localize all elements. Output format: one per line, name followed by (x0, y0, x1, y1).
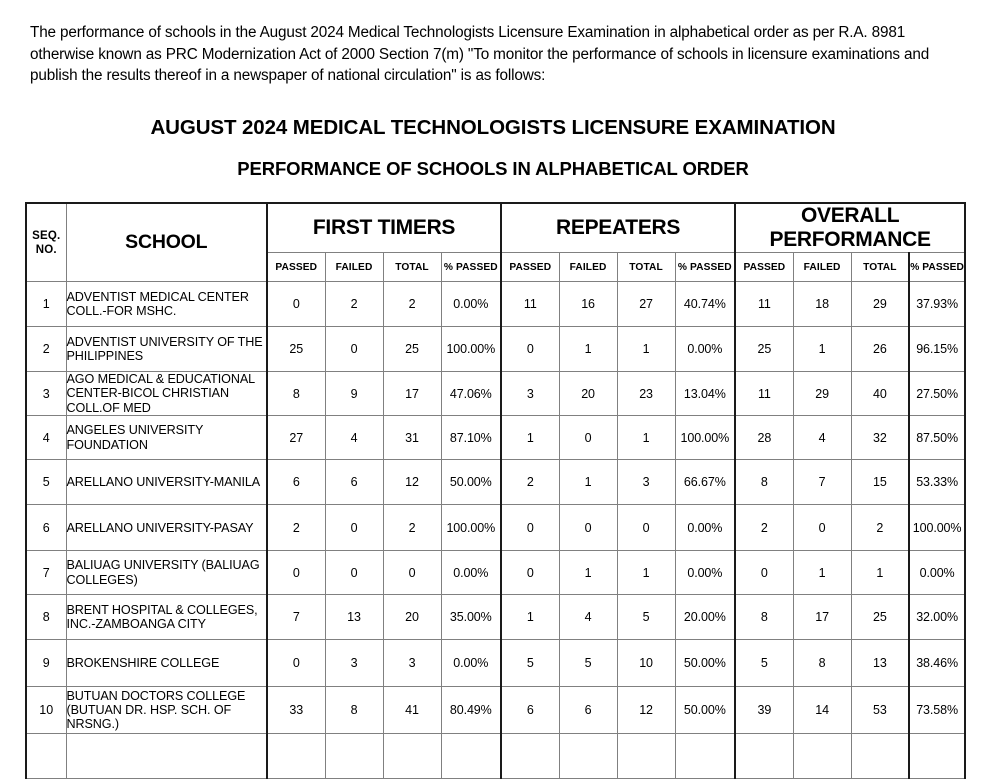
header-school: SCHOOL (66, 203, 267, 282)
header-group-first-timers: FIRST TIMERS (267, 203, 501, 253)
cell-ov-failed: 17 (793, 595, 851, 640)
header-ov-failed: FAILED (793, 253, 851, 282)
table-cell (735, 734, 793, 779)
header-ft-failed: FAILED (325, 253, 383, 282)
cell-seq-no: 5 (26, 460, 66, 505)
cell-rp-passed: 5 (501, 640, 559, 687)
table-row[interactable] (26, 640, 965, 687)
table-row[interactable] (26, 505, 965, 551)
header-group-repeaters: REPEATERS (501, 203, 735, 253)
table-row[interactable] (26, 734, 965, 779)
table-cell (793, 734, 851, 779)
cell-seq-no: 8 (26, 595, 66, 640)
cell-rp-failed: 0 (559, 416, 617, 460)
cell-ft-pct: 0.00% (441, 640, 501, 687)
header-ov-pct: % PASSED (909, 253, 965, 282)
cell-ft-passed: 8 (267, 372, 325, 416)
cell-rp-passed: 2 (501, 460, 559, 505)
cell-ft-failed: 9 (325, 372, 383, 416)
table-cell (675, 734, 735, 779)
header-rp-failed: FAILED (559, 253, 617, 282)
cell-rp-pct: 40.74% (675, 282, 735, 327)
table-row[interactable] (26, 282, 965, 327)
cell-ft-pct: 80.49% (441, 687, 501, 734)
cell-ft-passed: 25 (267, 327, 325, 372)
table-cell (617, 734, 675, 779)
cell-seq-no: 1 (26, 282, 66, 327)
cell-ov-total: 29 (851, 282, 909, 327)
cell-ft-failed: 4 (325, 416, 383, 460)
cell-rp-passed: 11 (501, 282, 559, 327)
cell-rp-failed: 20 (559, 372, 617, 416)
cell-ft-failed: 13 (325, 595, 383, 640)
cell-ov-failed: 29 (793, 372, 851, 416)
table-row[interactable] (26, 460, 965, 505)
cell-rp-pct: 0.00% (675, 505, 735, 551)
cell-ov-passed: 11 (735, 372, 793, 416)
cell-ov-total: 13 (851, 640, 909, 687)
cell-ov-failed: 1 (793, 551, 851, 595)
cell-ft-pct: 35.00% (441, 595, 501, 640)
cell-rp-passed: 1 (501, 595, 559, 640)
cell-ft-failed: 8 (325, 687, 383, 734)
table-cell (501, 734, 559, 779)
cell-ov-passed: 0 (735, 551, 793, 595)
cell-school-name: AGO MEDICAL & EDUCATIONAL CENTER-BICOL CHRISTIAN COLL.OF MED (66, 372, 267, 416)
cell-school-name: ADVENTIST MEDICAL CENTER COLL.-FOR MSHC. (66, 282, 267, 327)
header-seq-no-line2: NO. (35, 243, 57, 256)
header-rp-pct: % PASSED (675, 253, 735, 282)
cell-rp-total: 23 (617, 372, 675, 416)
cell-ov-failed: 18 (793, 282, 851, 327)
table-row[interactable] (26, 595, 965, 640)
cell-ft-pct: 87.10% (441, 416, 501, 460)
cell-ft-failed: 0 (325, 551, 383, 595)
cell-ft-total: 12 (383, 460, 441, 505)
cell-rp-passed: 0 (501, 505, 559, 551)
cell-school-name: BALIUAG UNIVERSITY (BALIUAG COLLEGES) (66, 551, 267, 595)
cell-ov-failed: 0 (793, 505, 851, 551)
cell-rp-pct: 50.00% (675, 640, 735, 687)
cell-school-name: BRENT HOSPITAL & COLLEGES, INC.-ZAMBOANGA CITY (66, 595, 267, 640)
cell-seq-no: 3 (26, 372, 66, 416)
cell-rp-passed: 6 (501, 687, 559, 734)
header-ft-pct: % PASSED (441, 253, 501, 282)
header-ov-total: TOTAL (851, 253, 909, 282)
cell-ft-passed: 0 (267, 551, 325, 595)
cell-ov-pct: 0.00% (909, 551, 965, 595)
intro-paragraph: The performance of schools in the August 2024 Medical Technologists Licensure Examination in alphabetical order as per R.A. 8981 otherwise known as PRC Modernization Act of 2000 Section 7(m) "To monitor the performance of schools in licensure examinations and publish the results thereof in a newspaper of national circulation" is as follows: (30, 24, 930, 84)
cell-ft-total: 2 (383, 282, 441, 327)
cell-ov-pct: 53.33% (909, 460, 965, 505)
cell-rp-passed: 1 (501, 416, 559, 460)
header-rp-passed: PASSED (501, 253, 559, 282)
cell-ov-total: 15 (851, 460, 909, 505)
cell-ft-passed: 27 (267, 416, 325, 460)
header-rp-total: TOTAL (617, 253, 675, 282)
cell-rp-pct: 100.00% (675, 416, 735, 460)
header-group-row (26, 203, 965, 253)
table-cell (325, 734, 383, 779)
cell-school-name: ARELLANO UNIVERSITY-PASAY (66, 505, 267, 551)
cell-ft-pct: 0.00% (441, 551, 501, 595)
cell-ov-total: 32 (851, 416, 909, 460)
cell-ft-total: 31 (383, 416, 441, 460)
cell-ft-failed: 0 (325, 327, 383, 372)
cell-ov-failed: 4 (793, 416, 851, 460)
cell-seq-no: 9 (26, 640, 66, 687)
cell-ov-total: 26 (851, 327, 909, 372)
cell-rp-failed: 16 (559, 282, 617, 327)
cell-rp-failed: 1 (559, 327, 617, 372)
header-ov-passed: PASSED (735, 253, 793, 282)
table-cell (851, 734, 909, 779)
header-group-overall: OVERALL PERFORMANCE (735, 203, 965, 253)
cell-ov-pct: 27.50% (909, 372, 965, 416)
performance-table-container (25, 202, 964, 779)
cell-school-name: BROKENSHIRE COLLEGE (66, 640, 267, 687)
cell-ov-passed: 5 (735, 640, 793, 687)
cell-rp-total: 1 (617, 551, 675, 595)
cell-school-name: BUTUAN DOCTORS COLLEGE (BUTUAN DR. HSP. SCH. OF NRSNG.) (66, 687, 267, 734)
cell-rp-total: 10 (617, 640, 675, 687)
cell-rp-total: 5 (617, 595, 675, 640)
cell-ft-passed: 7 (267, 595, 325, 640)
cell-ft-total: 41 (383, 687, 441, 734)
cell-rp-failed: 5 (559, 640, 617, 687)
cell-ft-pct: 100.00% (441, 505, 501, 551)
cell-ov-pct: 100.00% (909, 505, 965, 551)
table-cell (26, 734, 66, 779)
cell-ft-passed: 0 (267, 282, 325, 327)
cell-rp-total: 12 (617, 687, 675, 734)
cell-rp-passed: 0 (501, 551, 559, 595)
cell-seq-no: 2 (26, 327, 66, 372)
cell-rp-failed: 0 (559, 505, 617, 551)
cell-rp-pct: 13.04% (675, 372, 735, 416)
cell-rp-passed: 3 (501, 372, 559, 416)
cell-ov-failed: 8 (793, 640, 851, 687)
cell-ft-total: 3 (383, 640, 441, 687)
table-cell (267, 734, 325, 779)
cell-rp-pct: 0.00% (675, 551, 735, 595)
table-row[interactable] (26, 372, 965, 416)
page-subtitle: PERFORMANCE OF SCHOOLS IN ALPHABETICAL ORDER (237, 158, 749, 179)
cell-ft-failed: 6 (325, 460, 383, 505)
cell-ov-passed: 11 (735, 282, 793, 327)
table-cell (441, 734, 501, 779)
table-row[interactable] (26, 687, 965, 734)
cell-rp-passed: 0 (501, 327, 559, 372)
cell-rp-total: 0 (617, 505, 675, 551)
cell-ov-pct: 87.50% (909, 416, 965, 460)
table-header (26, 203, 965, 282)
table-cell (909, 734, 965, 779)
cell-ft-passed: 0 (267, 640, 325, 687)
cell-ov-pct: 37.93% (909, 282, 965, 327)
performance-table (25, 202, 966, 779)
table-row[interactable] (26, 551, 965, 595)
cell-rp-pct: 50.00% (675, 687, 735, 734)
cell-ov-total: 40 (851, 372, 909, 416)
cell-ov-total: 2 (851, 505, 909, 551)
cell-rp-failed: 6 (559, 687, 617, 734)
cell-ov-total: 25 (851, 595, 909, 640)
cell-seq-no: 6 (26, 505, 66, 551)
cell-rp-failed: 4 (559, 595, 617, 640)
cell-rp-failed: 1 (559, 460, 617, 505)
cell-school-name: ANGELES UNIVERSITY FOUNDATION (66, 416, 267, 460)
cell-school-name: ADVENTIST UNIVERSITY OF THE PHILIPPINES (66, 327, 267, 372)
cell-ft-pct: 0.00% (441, 282, 501, 327)
cell-rp-total: 27 (617, 282, 675, 327)
cell-ov-passed: 2 (735, 505, 793, 551)
cell-ov-passed: 8 (735, 460, 793, 505)
cell-ft-passed: 33 (267, 687, 325, 734)
header-ft-total: TOTAL (383, 253, 441, 282)
cell-ov-pct: 32.00% (909, 595, 965, 640)
cell-ov-pct: 38.46% (909, 640, 965, 687)
header-seq-no-line1: SEQ. (32, 229, 61, 242)
header-seq-no (26, 203, 66, 282)
cell-ft-passed: 6 (267, 460, 325, 505)
cell-ft-total: 0 (383, 551, 441, 595)
cell-school-name: ARELLANO UNIVERSITY-MANILA (66, 460, 267, 505)
cell-ft-total: 25 (383, 327, 441, 372)
cell-ov-passed: 39 (735, 687, 793, 734)
table-row[interactable] (26, 416, 965, 460)
cell-ft-pct: 47.06% (441, 372, 501, 416)
cell-seq-no: 4 (26, 416, 66, 460)
table-cell (66, 734, 267, 779)
table-cell (559, 734, 617, 779)
cell-rp-total: 1 (617, 327, 675, 372)
header-ft-passed: PASSED (267, 253, 325, 282)
table-cell (383, 734, 441, 779)
cell-seq-no: 10 (26, 687, 66, 734)
cell-ft-total: 20 (383, 595, 441, 640)
cell-rp-pct: 20.00% (675, 595, 735, 640)
cell-ft-pct: 50.00% (441, 460, 501, 505)
cell-ov-passed: 28 (735, 416, 793, 460)
page-title: AUGUST 2024 MEDICAL TECHNOLOGISTS LICENSURE EXAMINATION (150, 116, 836, 139)
cell-rp-pct: 0.00% (675, 327, 735, 372)
cell-ft-total: 2 (383, 505, 441, 551)
cell-ov-total: 53 (851, 687, 909, 734)
cell-rp-failed: 1 (559, 551, 617, 595)
cell-ft-failed: 0 (325, 505, 383, 551)
table-body (26, 282, 965, 779)
cell-ov-failed: 1 (793, 327, 851, 372)
cell-ov-passed: 25 (735, 327, 793, 372)
cell-ft-failed: 3 (325, 640, 383, 687)
cell-ft-pct: 100.00% (441, 327, 501, 372)
cell-ov-total: 1 (851, 551, 909, 595)
cell-rp-pct: 66.67% (675, 460, 735, 505)
cell-rp-total: 3 (617, 460, 675, 505)
cell-ov-pct: 96.15% (909, 327, 965, 372)
cell-ft-total: 17 (383, 372, 441, 416)
cell-seq-no: 7 (26, 551, 66, 595)
cell-ft-passed: 2 (267, 505, 325, 551)
cell-ov-failed: 7 (793, 460, 851, 505)
cell-ft-failed: 2 (325, 282, 383, 327)
table-row[interactable] (26, 327, 965, 372)
cell-ov-failed: 14 (793, 687, 851, 734)
cell-ov-pct: 73.58% (909, 687, 965, 734)
cell-rp-total: 1 (617, 416, 675, 460)
cell-ov-passed: 8 (735, 595, 793, 640)
